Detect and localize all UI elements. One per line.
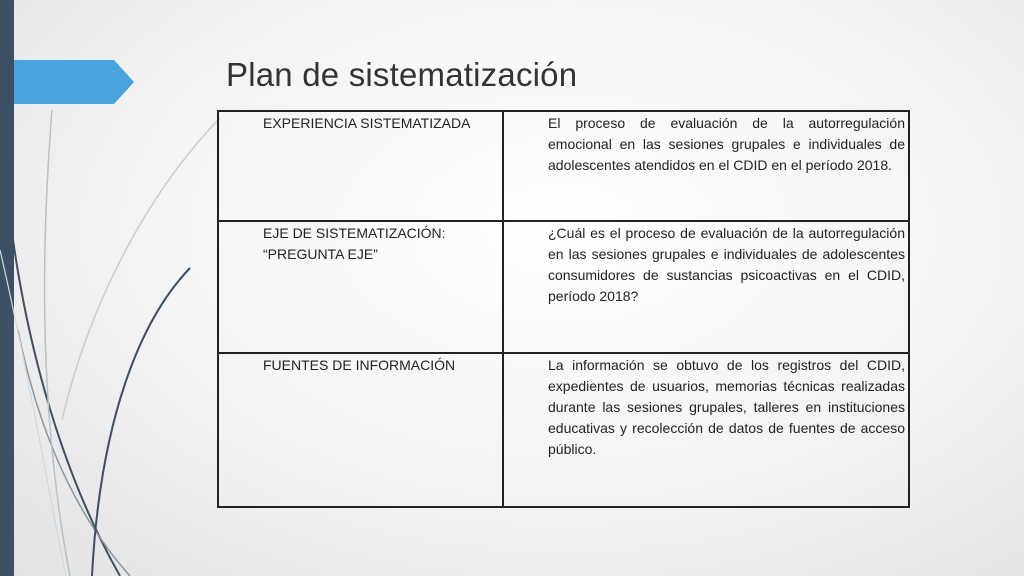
row-content: El proceso de evaluación de la autorregulación emocional en las sesiones grupales e individuales de adolescentes atendidos en el CDID en el período 2018. [503,111,909,221]
row-label: FUENTES DE INFORMACIÓN [218,353,503,507]
row-content: La información se obtuvo de los registros del CDID, expedientes de usuarios, memorias técnicas realizadas durante las sesiones grupales, talleres en instituciones educativas y recolección de datos de fuentes de acceso público. [503,353,909,507]
row-label: EJE DE SISTEMATIZACIÓN: “PREGUNTA EJE” [218,221,503,353]
table-row [218,353,909,507]
title-arrow-tab [14,60,136,104]
row-label: EXPERIENCIA SISTEMATIZADA [218,111,503,221]
table-row [218,221,909,353]
slide-title: Plan de sistematización [226,56,578,93]
systematization-table [217,110,910,508]
table-row [218,111,909,221]
row-content: ¿Cuál es el proceso de evaluación de la autorregulación en las sesiones grupales e individuales de adolescentes consumidores de sustancias psicoactivas en el CDID, período 2018? [503,221,909,353]
